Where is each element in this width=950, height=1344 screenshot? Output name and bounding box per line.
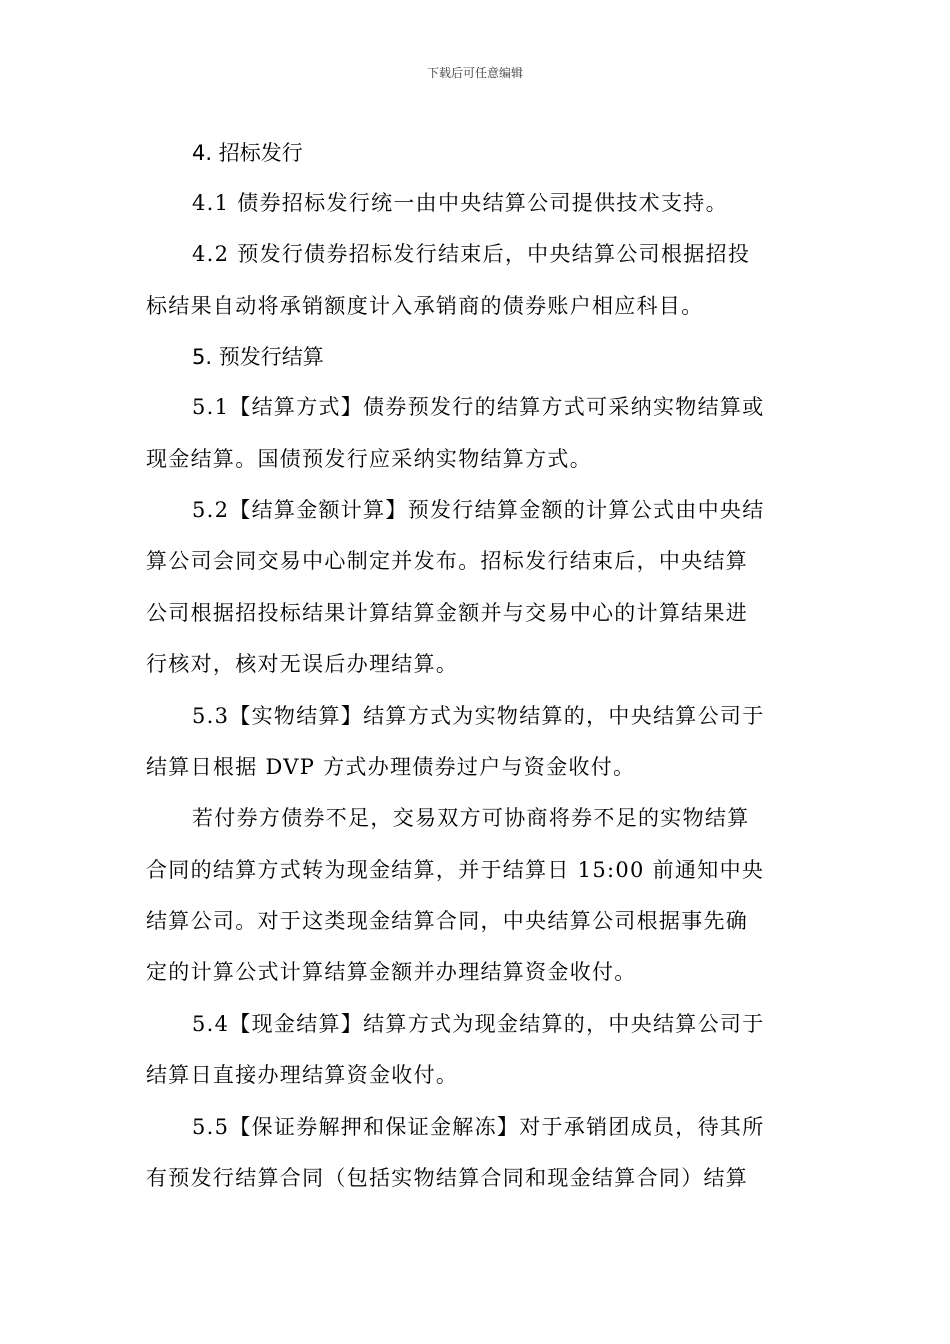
paragraph-5-1-line-1: 5.1【结算方式】债券预发行的结算方式可采纳实物结算或 [192,395,765,420]
document-body [146,128,806,1204]
paragraph-5-1-line-2: 现金结算。国债预发行应采纳实物结算方式。 [146,446,592,471]
paragraph-4-2-line-1: 4.2 预发行债券招标发行结束后，中央结算公司根据招投 [192,242,751,267]
paragraph-5-4-line-2: 结算日直接办理结算资金收付。 [146,1063,459,1088]
paragraph-5-2-line-1: 5.2【结算金额计算】预发行结算金额的计算公式由中央结 [192,497,765,522]
section-heading-5: 5. 预发行结算 [192,345,324,370]
paragraph-5-2-line-2: 算公司会同交易中心制定并发布。招标发行结束后，中央结算 [146,549,749,574]
section-heading-4: 4. 招标发行 [192,141,303,165]
paragraph-5-5-line-1: 5.5【保证券解押和保证金解冻】对于承销团成员，待其所 [192,1114,765,1139]
paragraph-5-3b-line-3: 结算公司。对于这类现金结算合同，中央结算公司根据事先确 [146,909,749,934]
paragraph-5-2-line-3: 公司根据招投标结果计算结算金额并与交易中心的计算结果进 [146,600,749,625]
paragraph-5-5-line-2: 有预发行结算合同（包括实物结算合同和现金结算合同）结算 [146,1166,749,1191]
paragraph-5-2-line-4: 行核对，核对无误后办理结算。 [146,652,459,677]
paragraph-5-3b-line-4: 定的计算公式计算结算金额并办理结算资金收付。 [146,960,637,985]
page-header: 下载后可任意编辑 [426,66,523,80]
paragraph-5-3b-line-1: 若付券方债券不足，交易双方可协商将券不足的实物结算 [192,806,750,831]
paragraph-5-3-line-1: 5.3【实物结算】结算方式为实物结算的，中央结算公司于 [192,703,765,728]
paragraph-5-4-line-1: 5.4【现金结算】结算方式为现金结算的，中央结算公司于 [192,1011,765,1036]
paragraph-4-1-line-1: 4.1 债券招标发行统一由中央结算公司提供技术支持。 [192,191,728,215]
paragraph-5-3-line-2: 结算日根据 DVP 方式办理债券过户与资金收付。 [146,754,636,779]
paragraph-4-2-line-2: 标结果自动将承销额度计入承销商的债券账户相应科目。 [146,293,704,318]
paragraph-5-3b-line-2: 合同的结算方式转为现金结算，并于结算日 15:00 前通知中央 [146,857,765,882]
